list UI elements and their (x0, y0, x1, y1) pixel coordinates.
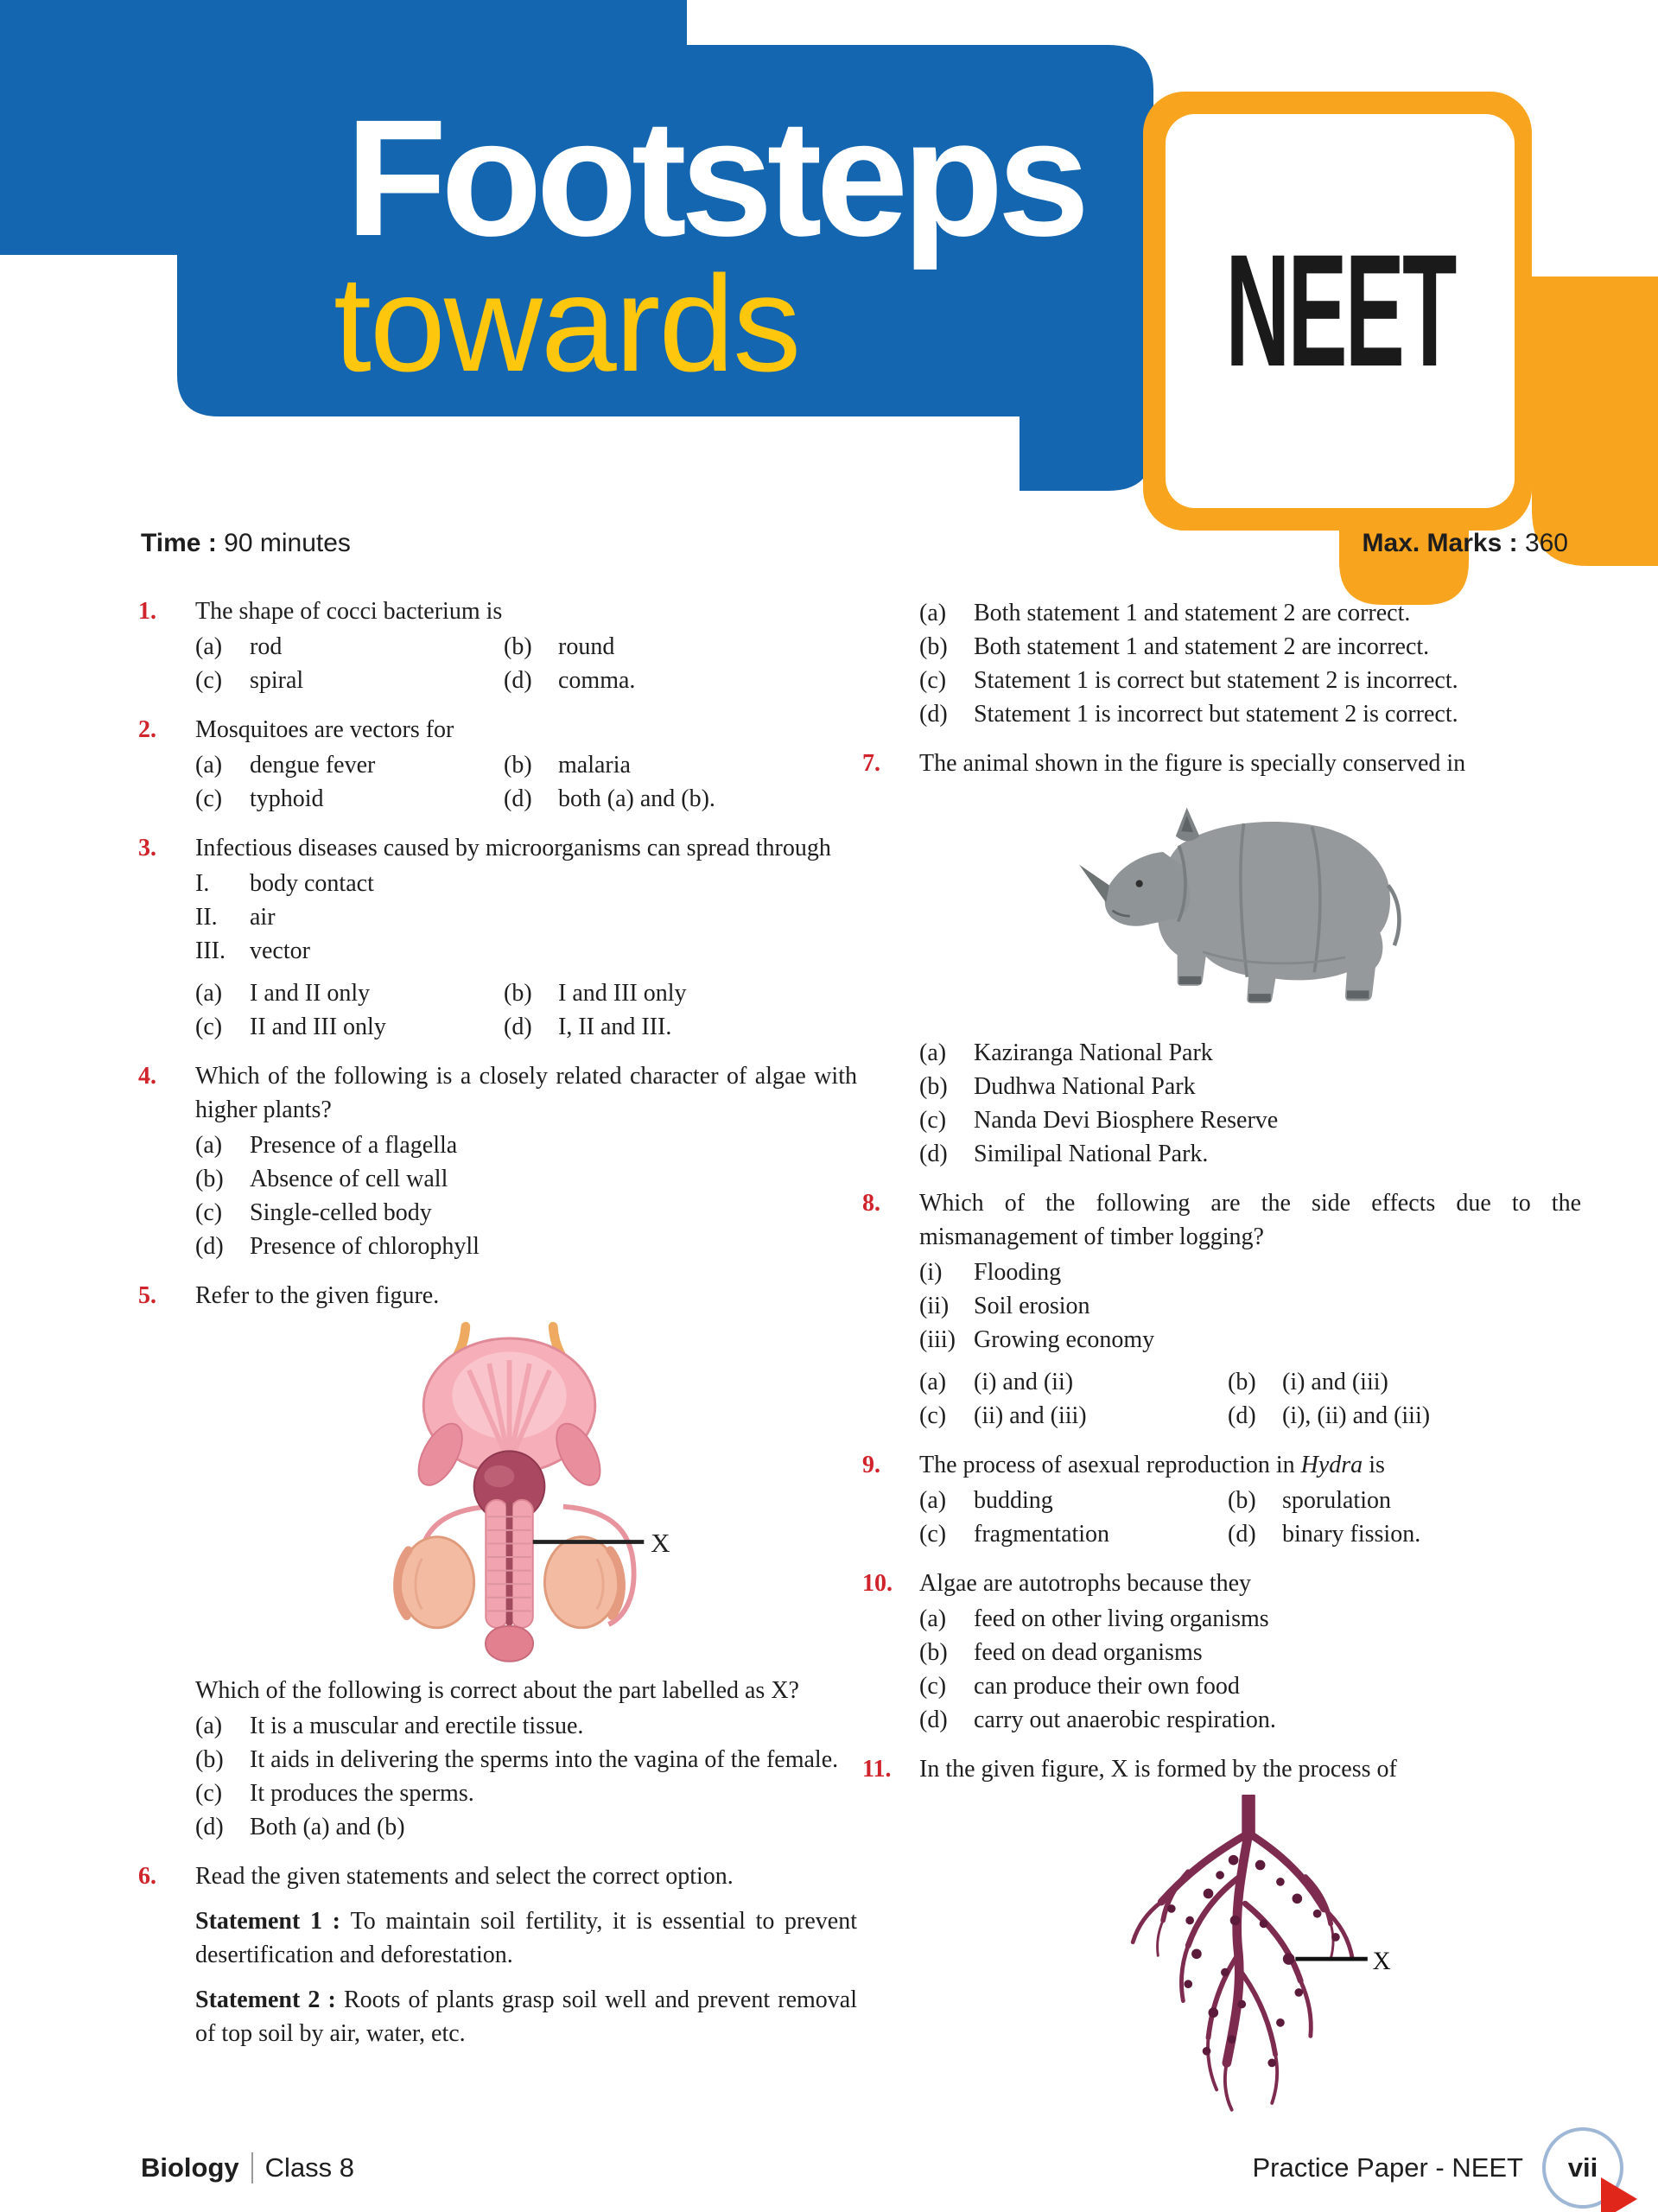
option-text: rod (250, 633, 283, 660)
option-text: It produces the sperms. (250, 1780, 474, 1807)
question-body (919, 747, 1581, 1171)
footer-paper-title: Practice Paper - NEET (1252, 2152, 1523, 2183)
option (195, 1230, 857, 1263)
question-text (919, 1186, 1581, 1254)
list-item-label: (i) (919, 1259, 943, 1286)
question-text (919, 1567, 1581, 1600)
list-item-text: Growing economy (974, 1326, 1155, 1353)
question-body (919, 1186, 1581, 1433)
question-number: 7. (862, 750, 880, 777)
option-text: II and III only (250, 1014, 386, 1040)
question-number: 3. (138, 835, 156, 861)
option-text: Similipal National Park. (974, 1141, 1209, 1167)
option-label: (c) (195, 1199, 223, 1226)
question-body (919, 1448, 1581, 1551)
option (195, 748, 504, 782)
text-part: Algae are autotrophs because they (919, 1570, 1252, 1597)
footer-subject: Biology (141, 2152, 239, 2183)
option (195, 664, 504, 697)
option-text: Absence of cell wall (250, 1166, 448, 1192)
question-text (919, 1752, 1581, 1786)
question-number: 5. (138, 1282, 156, 1309)
option-text: I and III only (558, 980, 687, 1007)
option-label: (b) (919, 1073, 948, 1100)
question (862, 1752, 1581, 2137)
list-item-text: Flooding (974, 1259, 1062, 1286)
option (919, 630, 1581, 664)
question-body (195, 831, 857, 1044)
option-text: I, II and III. (558, 1014, 672, 1040)
question-text (919, 1448, 1581, 1482)
option (919, 697, 1581, 731)
question-number: 11. (862, 1756, 892, 1783)
question (138, 1859, 857, 2050)
question-body (195, 1279, 857, 1844)
option (919, 1103, 1581, 1137)
option-label: (a) (919, 1039, 947, 1066)
question-body (195, 1859, 857, 2050)
option-text: can produce their own food (974, 1673, 1240, 1700)
option-label: (a) (195, 752, 223, 779)
option-label: (b) (504, 752, 532, 779)
option (504, 976, 857, 1010)
option-text: sporulation (1282, 1487, 1391, 1514)
option-label: (c) (919, 667, 947, 694)
neet-badge-text: NEET (1225, 222, 1455, 400)
x-label: X (651, 1528, 670, 1559)
list-item (195, 934, 857, 968)
option-label: (d) (1228, 1402, 1256, 1429)
question (138, 831, 857, 1044)
option (195, 1709, 857, 1743)
text-part: Mosquitoes are vectors for (195, 716, 454, 743)
question-number: 1. (138, 598, 156, 625)
footer-divider (251, 2152, 253, 2183)
text-part: Which of the following is correct about the part labelled as X? (195, 1677, 799, 1704)
statement (195, 1904, 857, 1972)
option-text: Presence of chlorophyll (250, 1233, 480, 1260)
statement-label: Statement 1 : (195, 1908, 351, 1935)
option-label: (c) (919, 1402, 947, 1429)
question-number: 10. (862, 1570, 893, 1597)
option (1228, 1365, 1581, 1399)
time-label: Time : (141, 529, 217, 557)
question-body (195, 713, 857, 816)
question (138, 594, 857, 697)
option (1228, 1399, 1581, 1433)
sub-list (195, 867, 857, 968)
figure-rhino (919, 789, 1581, 1029)
option-label: (b) (195, 1746, 224, 1773)
footer-left (141, 2152, 354, 2183)
option-label: (c) (919, 1673, 947, 1700)
question-text (195, 1674, 857, 1707)
text-part: Which of the following is a closely related character of algae with higher plants? (195, 1063, 857, 1123)
footer-class: Class 8 (264, 2152, 355, 2183)
option-text: Both statement 1 and statement 2 are correct. (974, 600, 1411, 626)
list-item-label: (iii) (919, 1326, 956, 1353)
option (1228, 1484, 1581, 1517)
statement (195, 1983, 857, 2050)
marks-label: Max. Marks : (1362, 529, 1518, 557)
question-text (195, 1279, 857, 1313)
option-label: (a) (919, 600, 947, 626)
option-text: Statement 1 is incorrect but statement 2 is correct. (974, 701, 1458, 728)
logo-subtitle: towards (334, 248, 800, 400)
text-part: is (1363, 1452, 1385, 1478)
option (504, 630, 857, 664)
option-text: budding (974, 1487, 1053, 1514)
male-reproductive-figure (366, 1321, 686, 1667)
option (195, 976, 504, 1010)
question-body (919, 1567, 1581, 1737)
list-item-text: vector (250, 938, 310, 964)
text-part: Read the given statements and select the correct option. (195, 1863, 734, 1890)
page-footer (141, 2127, 1623, 2209)
option-text: It is a muscular and erectile tissue. (250, 1713, 584, 1739)
option-text: Both (a) and (b) (250, 1814, 405, 1840)
option-text: Single-celled body (250, 1199, 432, 1226)
marks-info (1363, 529, 1568, 558)
option (919, 1070, 1581, 1103)
option-text: typhoid (250, 785, 324, 812)
question-text (919, 747, 1581, 780)
option-text: Statement 1 is correct but statement 2 is incorrect. (974, 667, 1458, 694)
list-item (195, 900, 857, 934)
option-label: (d) (504, 785, 532, 812)
question (138, 1059, 857, 1263)
list-item (919, 1255, 1581, 1289)
marks-value: 360 (1524, 529, 1568, 557)
text-part: Which of the following are the side effects due to the mismanagement of timber logging? (919, 1190, 1581, 1250)
question-body (195, 1059, 857, 1263)
list-item-label: II. (195, 904, 218, 931)
option (195, 782, 504, 816)
option (919, 1484, 1228, 1517)
question (138, 1279, 857, 1844)
option-label: (a) (919, 1487, 947, 1514)
question-column-left (138, 594, 857, 2066)
option-label: (a) (919, 1369, 947, 1395)
list-item (919, 1289, 1581, 1323)
option-label: (b) (1228, 1369, 1256, 1395)
option-label: (b) (504, 633, 532, 660)
question-number: 2. (138, 716, 156, 743)
option (919, 596, 1581, 630)
option (919, 1365, 1228, 1399)
option (195, 1162, 857, 1196)
option (1228, 1517, 1581, 1551)
question (138, 713, 857, 816)
list-item-label: (ii) (919, 1293, 950, 1319)
option-label: (c) (195, 785, 223, 812)
options (919, 1602, 1581, 1737)
option (919, 1137, 1581, 1171)
option-label: (b) (504, 980, 532, 1007)
list-item-label: III. (195, 938, 226, 964)
question-number: 8. (862, 1190, 880, 1217)
option-text: both (a) and (b). (558, 785, 715, 812)
option-label: (d) (195, 1233, 224, 1260)
text-part: Infectious diseases caused by microorganisms can spread through (195, 835, 831, 861)
text-part: Hydra (1300, 1452, 1363, 1478)
list-item-label: I. (195, 870, 210, 897)
option-text: malaria (558, 752, 631, 779)
meta-row (141, 529, 1568, 558)
page-number: vii (1567, 2152, 1598, 2183)
option-text: (i) and (ii) (974, 1369, 1074, 1395)
option-label: (a) (195, 1132, 223, 1159)
option (919, 1399, 1228, 1433)
question-number: 4. (138, 1063, 156, 1090)
option (919, 1703, 1581, 1737)
text-part: Refer to the given figure. (195, 1282, 440, 1309)
option (195, 1010, 504, 1044)
option-label: (b) (1228, 1487, 1256, 1514)
option-label: (b) (195, 1166, 224, 1192)
option-text: (i), (ii) and (iii) (1282, 1402, 1431, 1429)
option (504, 782, 857, 816)
option-text: Nanda Devi Biosphere Reserve (974, 1107, 1279, 1134)
text-part: The shape of cocci bacterium is (195, 598, 503, 625)
options (919, 1365, 1581, 1433)
list-item (195, 867, 857, 900)
page-number-badge (1542, 2127, 1623, 2209)
options (195, 630, 857, 697)
option-label: (a) (919, 1605, 947, 1632)
option-label: (d) (919, 1141, 948, 1167)
option-label: (d) (1228, 1521, 1256, 1548)
option-label: (b) (919, 633, 948, 660)
option (195, 1810, 857, 1844)
option-label: (d) (504, 667, 532, 694)
option-text: feed on other living organisms (974, 1605, 1269, 1632)
option (919, 1636, 1581, 1669)
option (919, 664, 1581, 697)
option-label: (b) (919, 1639, 948, 1666)
options (195, 1709, 857, 1844)
options (919, 1484, 1581, 1551)
question (862, 1186, 1581, 1433)
option-text: Both statement 1 and statement 2 are incorrect. (974, 633, 1430, 660)
option-label: (c) (919, 1107, 947, 1134)
time-info (141, 529, 351, 558)
option (195, 1196, 857, 1230)
option (195, 1777, 857, 1810)
text-part: In the given figure, X is formed by the process of (919, 1756, 1397, 1783)
next-page-arrow-icon (1601, 2177, 1637, 2212)
option (504, 664, 857, 697)
sub-list (919, 1255, 1581, 1357)
option-text: dengue fever (250, 752, 376, 779)
question (862, 1567, 1581, 1737)
time-value: 90 minutes (224, 529, 351, 557)
option-label: (d) (504, 1014, 532, 1040)
option-label: (a) (195, 633, 223, 660)
question-text (195, 713, 857, 747)
logo-orange-right-shape (1532, 276, 1658, 566)
question-text (195, 1059, 857, 1127)
option-text: carry out anaerobic respiration. (974, 1707, 1276, 1733)
question-column-right (862, 594, 1581, 2152)
option-text: Kaziranga National Park (974, 1039, 1213, 1066)
question-text (195, 594, 857, 628)
options (919, 596, 1581, 731)
option-text: round (558, 633, 615, 660)
option-label: (d) (919, 1707, 948, 1733)
logo-title: Footsteps (346, 85, 1084, 270)
option-label: (d) (195, 1814, 224, 1840)
option-label: (a) (195, 980, 223, 1007)
statement-text: To maintain soil fertility, it is essential to prevent desertification and deforestation. (195, 1908, 857, 1968)
statement-label: Statement 2 : (195, 1986, 344, 2013)
option-label: (c) (195, 1780, 223, 1807)
option-text: fragmentation (974, 1521, 1110, 1548)
list-item-text: air (250, 904, 276, 931)
root-nodules-figure (1108, 1795, 1393, 2130)
option-label: (a) (195, 1713, 223, 1739)
option-text: It aids in delivering the sperms into the vagina of the female. (250, 1746, 839, 1773)
option (195, 630, 504, 664)
figure-male-reproductive (195, 1321, 857, 1667)
option (504, 1010, 857, 1044)
option (504, 748, 857, 782)
statement-text: Roots of plants grasp soil well and prevent removal of top soil by air, water, etc. (195, 1986, 857, 2047)
option-label: (d) (919, 701, 948, 728)
options (195, 1128, 857, 1263)
option-text: comma. (558, 667, 636, 694)
option-label: (c) (919, 1521, 947, 1548)
option-label: (c) (195, 667, 223, 694)
question (862, 1448, 1581, 1551)
question-body (919, 594, 1581, 731)
options (195, 976, 857, 1044)
question-number: 9. (862, 1452, 880, 1478)
x-label: X (1372, 1947, 1391, 1975)
options (195, 748, 857, 816)
list-item-text: body contact (250, 870, 374, 897)
question-body (919, 1752, 1581, 2137)
question-body (195, 594, 857, 697)
question-text (195, 831, 857, 865)
option-text: binary fission. (1282, 1521, 1421, 1548)
option-text: Presence of a flagella (250, 1132, 458, 1159)
question-number (862, 594, 919, 731)
text-part: The process of asexual reproduction in (919, 1452, 1301, 1478)
option-text: (i) and (iii) (1282, 1369, 1388, 1395)
list-item-text: Soil erosion (974, 1293, 1090, 1319)
option-text: Dudhwa National Park (974, 1073, 1196, 1100)
option (919, 1669, 1581, 1703)
rhino-figure (1060, 789, 1440, 1029)
option (919, 1602, 1581, 1636)
text-part: The animal shown in the figure is specially conserved in (919, 750, 1466, 777)
option (919, 1517, 1228, 1551)
option-text: (ii) and (iii) (974, 1402, 1087, 1429)
option (919, 1036, 1581, 1070)
question-number: 6. (138, 1863, 156, 1890)
option (195, 1743, 857, 1777)
question-text (195, 1859, 857, 1893)
option (195, 1128, 857, 1162)
option-text: spiral (250, 667, 304, 694)
option-text: feed on dead organisms (974, 1639, 1203, 1666)
question (862, 747, 1581, 1171)
option-text: I and II only (250, 980, 371, 1007)
option-label: (c) (195, 1014, 223, 1040)
options (919, 1036, 1581, 1171)
footer-right (1252, 2127, 1623, 2209)
question (862, 594, 1581, 731)
figure-root-nodules (919, 1795, 1581, 2130)
list-item (919, 1323, 1581, 1357)
